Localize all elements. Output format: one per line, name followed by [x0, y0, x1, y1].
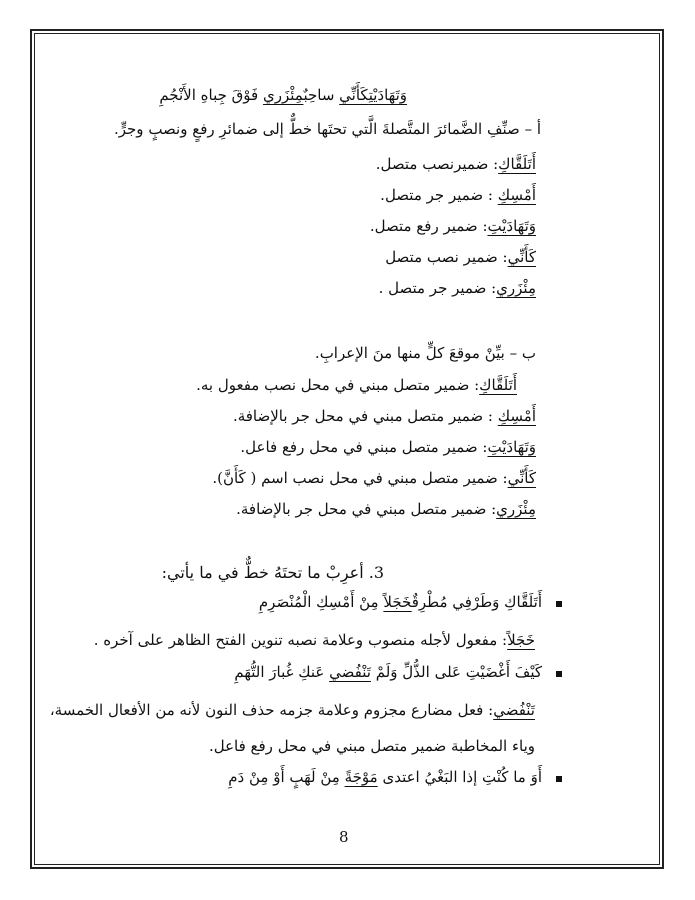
q3-post: مِنْ لَهَبٍ أَوْ مِنْ دَمِ: [228, 768, 345, 786]
section-3-heading: 3. أعرِبْ ما تحتَهُ خطٌّ في ما يأتي:: [161, 563, 384, 582]
verse-word-2: كَأَنِّي: [339, 86, 369, 104]
item-desc: : ضمير رفع متصل.: [369, 217, 488, 235]
section-b-heading: [315, 344, 536, 362]
bullet-icon: [556, 776, 562, 782]
a1-word: خَجَلاً: [507, 631, 535, 649]
section-a-item: [385, 248, 536, 266]
verse-rest: فَوْقَ جِباهِ الأَنْجُمِ: [159, 86, 259, 104]
section-a-heading: [114, 120, 541, 138]
answer-2-continuation: وياء المخاطبة ضمير متصل مبني في محل رفع فاعل.: [208, 737, 535, 755]
a1-desc: : مفعول لأجله منصوب وعلامة نصبه تنوين الفتح الظاهر على آخره .: [93, 631, 508, 649]
item-desc: : ضمير متصل مبني في محل نصب مفعول به.: [196, 376, 480, 394]
item-desc: : ضمير جر متصل .: [378, 279, 497, 297]
q2-post: عَنكِ غُبارَ التُّهَمِ: [234, 663, 330, 681]
section-a-item: [380, 186, 536, 204]
verse-word-4: مِئْزَري: [262, 86, 304, 104]
section-b-item: [212, 469, 536, 487]
question-1: [259, 593, 542, 611]
q3-underlined: مَوْجَةً: [344, 768, 378, 786]
q1-pre: أَتَلَقَّاكِ وَطَرْفِي مُطْرِقٌ: [411, 593, 542, 611]
item-word: أَتَلَقَّاكِ: [498, 155, 536, 173]
item-desc: : ضمير متصل مبني في محل جر بالإضافة.: [236, 500, 497, 518]
section-a-item: [370, 217, 536, 235]
item-word: وَتَهَادَيْتِ: [487, 217, 536, 235]
verse-line: [159, 86, 407, 104]
item-word: أَتَلَقَّاكِ: [479, 376, 517, 394]
section-a-item: [379, 279, 536, 297]
item-word: وَتَهَادَيْتِ: [487, 438, 536, 456]
item-desc: : ضمير متصل مبني في محل جر بالإضافة.: [232, 407, 498, 425]
section-a-marker: أ –: [524, 120, 541, 138]
a2-word: تَنْفُضي: [493, 701, 535, 719]
section-b-marker: ب –: [509, 344, 536, 362]
item-desc: : ضمير جر متصل.: [380, 186, 498, 204]
q1-underlined: خَجَلاً: [383, 593, 412, 611]
section-b-item: [236, 500, 536, 518]
item-desc: : ضمير متصل مبني في محل رفع فاعل.: [240, 438, 488, 456]
item-word: أَمْسِكِ: [497, 186, 536, 204]
section-b-item: [196, 376, 517, 394]
verse-word-1: وَتَهَادَيْتِ: [368, 86, 407, 104]
question-2: [234, 663, 542, 681]
item-desc: : ضمير متصل مبني في محل نصب اسم ( كَأَنَّ).: [212, 469, 508, 487]
section-b-item: [233, 407, 536, 425]
page-number: 8: [339, 828, 349, 846]
bullet-icon: [556, 601, 562, 607]
item-word: مِئْزَري: [496, 279, 536, 297]
answer-2: [50, 701, 535, 719]
section-b-item: [240, 438, 536, 456]
item-word: كَأَنِّي: [507, 248, 536, 266]
section-a-heading-text: صنِّفِ الضَّمائرَ المتَّصلةَ الَّتي تحتَها خطٌّ إلى ضمائرِ رفعٍ ونصبٍ وجرٍّ.: [113, 120, 520, 138]
q2-underlined: تَنْفُضي: [329, 663, 371, 681]
a2-desc: : فعل مضارع مجزوم وعلامة جزمه حذف النون لأنه من الأفعال الخمسة،: [49, 701, 494, 719]
q1-post: مِنْ أَمْسِكِ الْمُنْصَرِمِ: [258, 593, 384, 611]
q3-pre: أَوَ ما كُنْتِ إذا البَغْيُ اعتدى: [377, 768, 542, 786]
item-word: أَمْسِكِ: [497, 407, 536, 425]
item-desc: : ضمير نصب متصل: [385, 248, 508, 266]
item-desc: : ضميرنصب متصل.: [375, 155, 499, 173]
section-b-heading-text: بيِّنْ موقعَ كلٍّ منها منَ الإعرابِ.: [314, 344, 505, 362]
item-word: مِئْزَري: [496, 500, 536, 518]
answer-1: [94, 631, 535, 649]
verse-word-3: ساحِبٌ: [303, 86, 335, 104]
section-a-item: [376, 155, 536, 173]
bullet-icon: [556, 671, 562, 677]
item-word: كَأَنِّي: [507, 469, 536, 487]
q2-pre: كَيْفَ أَغْضَيْتِ عَلى الذُّلِّ وَلَمْ: [370, 663, 542, 681]
question-3: [228, 768, 542, 786]
